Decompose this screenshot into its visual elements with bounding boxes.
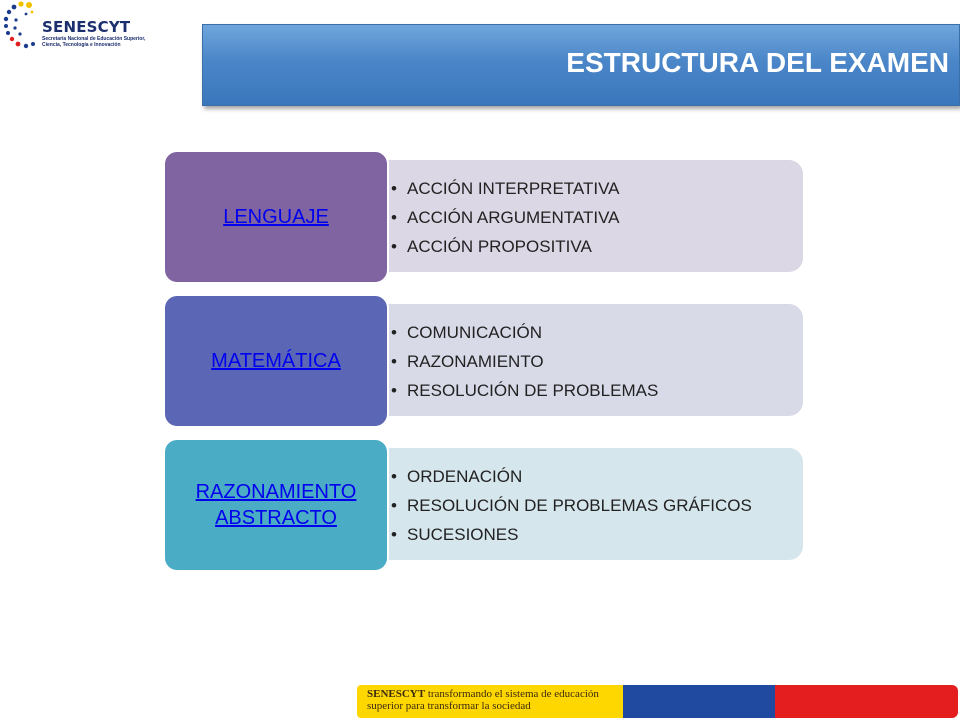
list-item: • ACCIÓN ARGUMENTATIVA	[391, 203, 620, 232]
logo-subtitle: Secretaría Nacional de Educación Superior, Ciencia, Tecnología e Innovación	[42, 36, 146, 48]
list-item: • ACCIÓN INTERPRETATIVA	[391, 174, 620, 203]
list-item: • SUCESIONES	[391, 520, 752, 549]
list-item: • ORDENACIÓN	[391, 462, 752, 491]
section-heading-link[interactable]: MATEMÁTICA	[211, 350, 341, 372]
list-item: • RAZONAMIENTO	[391, 347, 658, 376]
footer-tagline-2: superior para transformar la sociedad	[367, 700, 531, 712]
section-heading-link[interactable]: LENGUAJE	[223, 206, 329, 228]
section-heading-box	[163, 150, 389, 284]
list-item: • ACCIÓN PROPOSITIVA	[391, 232, 620, 261]
section-heading-link[interactable]: RAZONAMIENTO ABSTRACTO	[195, 481, 357, 529]
footer-banner	[357, 685, 958, 718]
footer-flag-blue	[623, 685, 775, 718]
logo-dots-icon	[2, 0, 42, 56]
page-title: ESTRUCTURA DEL EXAMEN	[566, 47, 949, 78]
section-razonamiento-abstracto	[163, 438, 803, 572]
section-lenguaje	[163, 150, 803, 284]
section-heading-box	[163, 438, 389, 572]
section-matematica	[163, 294, 803, 428]
list-item: • RESOLUCIÓN DE PROBLEMAS	[391, 376, 658, 405]
footer-tagline	[367, 688, 599, 712]
senescyt-logo	[2, 0, 152, 56]
section-items-panel	[363, 304, 803, 416]
list-item: • COMUNICACIÓN	[391, 318, 658, 347]
section-item-list	[391, 462, 752, 549]
list-item: • RESOLUCIÓN DE PROBLEMAS GRÁFICOS	[391, 491, 752, 520]
title-banner	[202, 24, 960, 106]
section-items-panel	[363, 448, 803, 560]
footer-tagline-1: transformando el sistema de educación	[427, 688, 599, 700]
section-items-panel	[363, 160, 803, 272]
section-item-list	[391, 174, 620, 261]
logo-name: SENESCYT	[42, 18, 131, 36]
footer-brand: SENESCYT	[367, 688, 426, 700]
footer-flag-red	[775, 685, 958, 718]
section-item-list	[391, 318, 658, 405]
section-heading-box	[163, 294, 389, 428]
